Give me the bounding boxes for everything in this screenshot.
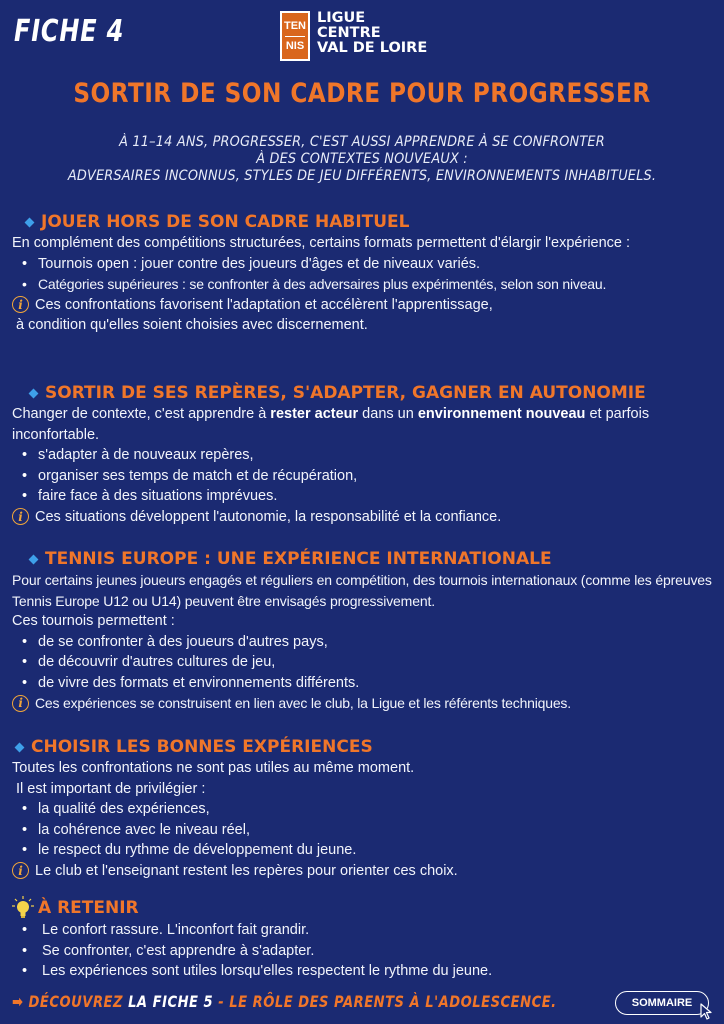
section-sortir-reperes (12, 382, 716, 527)
bullet-list (12, 254, 716, 295)
section-jouer-hors-cadre (12, 211, 716, 336)
list-item: • le respect du rythme de développement du jeune. (12, 840, 716, 861)
section-paragraph: En complément des compétitions structurées, certains formats permettent d'élargir l'expérience : (12, 235, 631, 251)
section-paragraph: Pour certains jeunes joueurs engagés et réguliers en compétition, des tournois internationaux (comme les épreuves Tennis Europe U12 ou U14) peuvent être envisagés progressivement. (12, 572, 712, 609)
list-item: • de découvrir d'autres cultures de jeu, (12, 652, 716, 673)
section-title (12, 211, 716, 233)
info-icon: i (12, 862, 29, 879)
logo-text (317, 11, 427, 56)
info-text: Ces confrontations favorisent l'adaptation et accélèrent l'apprentissage, (35, 296, 493, 313)
section-title-text: CHOISIR LES BONNES EXPÉRIENCES (31, 737, 373, 757)
logo-box-bottom: NIS (285, 39, 305, 52)
next-fiche-link[interactable]: ➡ DÉCOUVREZ LA FICHE 5 - LE RÔLE DES PARENTS À L'ADOLESCENCE. (12, 992, 557, 1011)
section-choisir-experiences (12, 736, 716, 881)
intro-line: ADVERSAIRES INCONNUS, STYLES DE JEU DIFFÉRENTS, ENVIRONNEMENTS INHABITUELS. (67, 168, 657, 184)
list-item: • Les expériences sont utiles lorsqu'elles respectent le rythme du jeune. (12, 961, 716, 982)
emphasis: environnement nouveau (417, 406, 586, 422)
lightbulb-icon (12, 896, 34, 920)
logo-line: CENTRE (317, 25, 381, 41)
list-item: • la cohérence avec le niveau réel, (12, 820, 716, 841)
section-paragraph: Il est important de privilégier : (16, 780, 206, 797)
section-title (12, 382, 716, 404)
bullet-list (12, 632, 716, 694)
bullet-list (12, 445, 716, 507)
section-title (12, 896, 716, 920)
section-tennis-europe (12, 548, 716, 714)
diamond-icon (29, 388, 39, 398)
diamond-icon (15, 742, 25, 752)
bullet-list (12, 799, 716, 861)
intro-line: À DES CONTEXTES NOUVEAUX : (256, 151, 468, 167)
diamond-icon (29, 554, 39, 564)
page-title: SORTIR DE SON CADRE POUR PROGRESSER (73, 78, 651, 109)
emphasis: rester acteur (270, 406, 359, 422)
list-item: • organiser ses temps de match et de récupération, (12, 466, 716, 487)
section-paragraph: Toutes les confrontations ne sont pas utiles au même moment. (12, 760, 415, 776)
section-title-text: TENNIS EUROPE : UNE EXPÉRIENCE INTERNATIONALE (45, 549, 552, 569)
section-a-retenir (12, 896, 716, 982)
info-icon: i (12, 508, 29, 525)
info-note (12, 861, 716, 882)
tennis-logo-icon (280, 11, 310, 61)
list-item: • Se confronter, c'est apprendre à s'adapter. (12, 941, 716, 962)
info-text: Le club et l'enseignant restent les repères pour orienter ces choix. (35, 862, 458, 879)
section-title-text: SORTIR DE SES REPÈRES, S'ADAPTER, GAGNER EN AUTONOMIE (45, 383, 646, 403)
intro-text (0, 134, 724, 185)
info-icon: i (12, 695, 29, 712)
info-text: Ces expériences se construisent en lien avec le club, la Ligue et les référents techniques. (35, 695, 571, 711)
list-item: • de se confronter à des joueurs d'autres pays, (12, 632, 716, 653)
info-text: Ces situations développent l'autonomie, la responsabilité et la confiance. (35, 508, 502, 525)
intro-line: À 11–14 ANS, PROGRESSER, C'EST AUSSI APPRENDRE À SE CONFRONTER (119, 134, 605, 150)
list-item: • Catégories supérieures : se confronter à des adversaires plus expérimentés, selon son niveau. (12, 274, 716, 295)
list-item: • Tournois open : jouer contre des joueurs d'âges et de niveaux variés. (12, 254, 716, 275)
list-item: • Le confort rassure. L'inconfort fait grandir. (12, 920, 716, 941)
league-logo (280, 11, 427, 61)
pointer-cursor-icon (700, 1003, 714, 1021)
logo-box-top: TEN (284, 19, 306, 32)
info-continuation: à condition qu'elles soient choisies avec discernement. (16, 317, 368, 333)
bullet-list (12, 920, 716, 982)
section-title-text: À RETENIR (38, 898, 139, 918)
sommaire-button[interactable]: SOMMAIRE (615, 991, 709, 1015)
section-title-text: JOUER HORS DE SON CADRE HABITUEL (41, 212, 410, 232)
info-note (12, 507, 716, 528)
list-item: • s'adapter à de nouveaux repères, (12, 445, 716, 466)
arrow-right-icon: ➡ (12, 992, 24, 1011)
list-item: • faire face à des situations imprévues. (12, 486, 716, 507)
logo-line: VAL DE LOIRE (317, 40, 428, 56)
info-icon: i (12, 296, 29, 313)
logo-line: LIGUE (317, 10, 366, 26)
section-title (12, 736, 716, 758)
info-note (12, 295, 716, 316)
section-paragraph: Ces tournois permettent : (12, 613, 175, 629)
list-item: • de vivre des formats et environnements différents. (12, 673, 716, 694)
section-title (12, 548, 716, 570)
section-paragraph: Changer de contexte, c'est apprendre à rester acteur dans un environnement nouveau et parfois inconfortable. (12, 406, 650, 443)
list-item: • la qualité des expériences, (12, 799, 716, 820)
fiche-number: FICHE 4 (14, 14, 125, 49)
diamond-icon (25, 217, 35, 227)
info-note (12, 693, 716, 714)
